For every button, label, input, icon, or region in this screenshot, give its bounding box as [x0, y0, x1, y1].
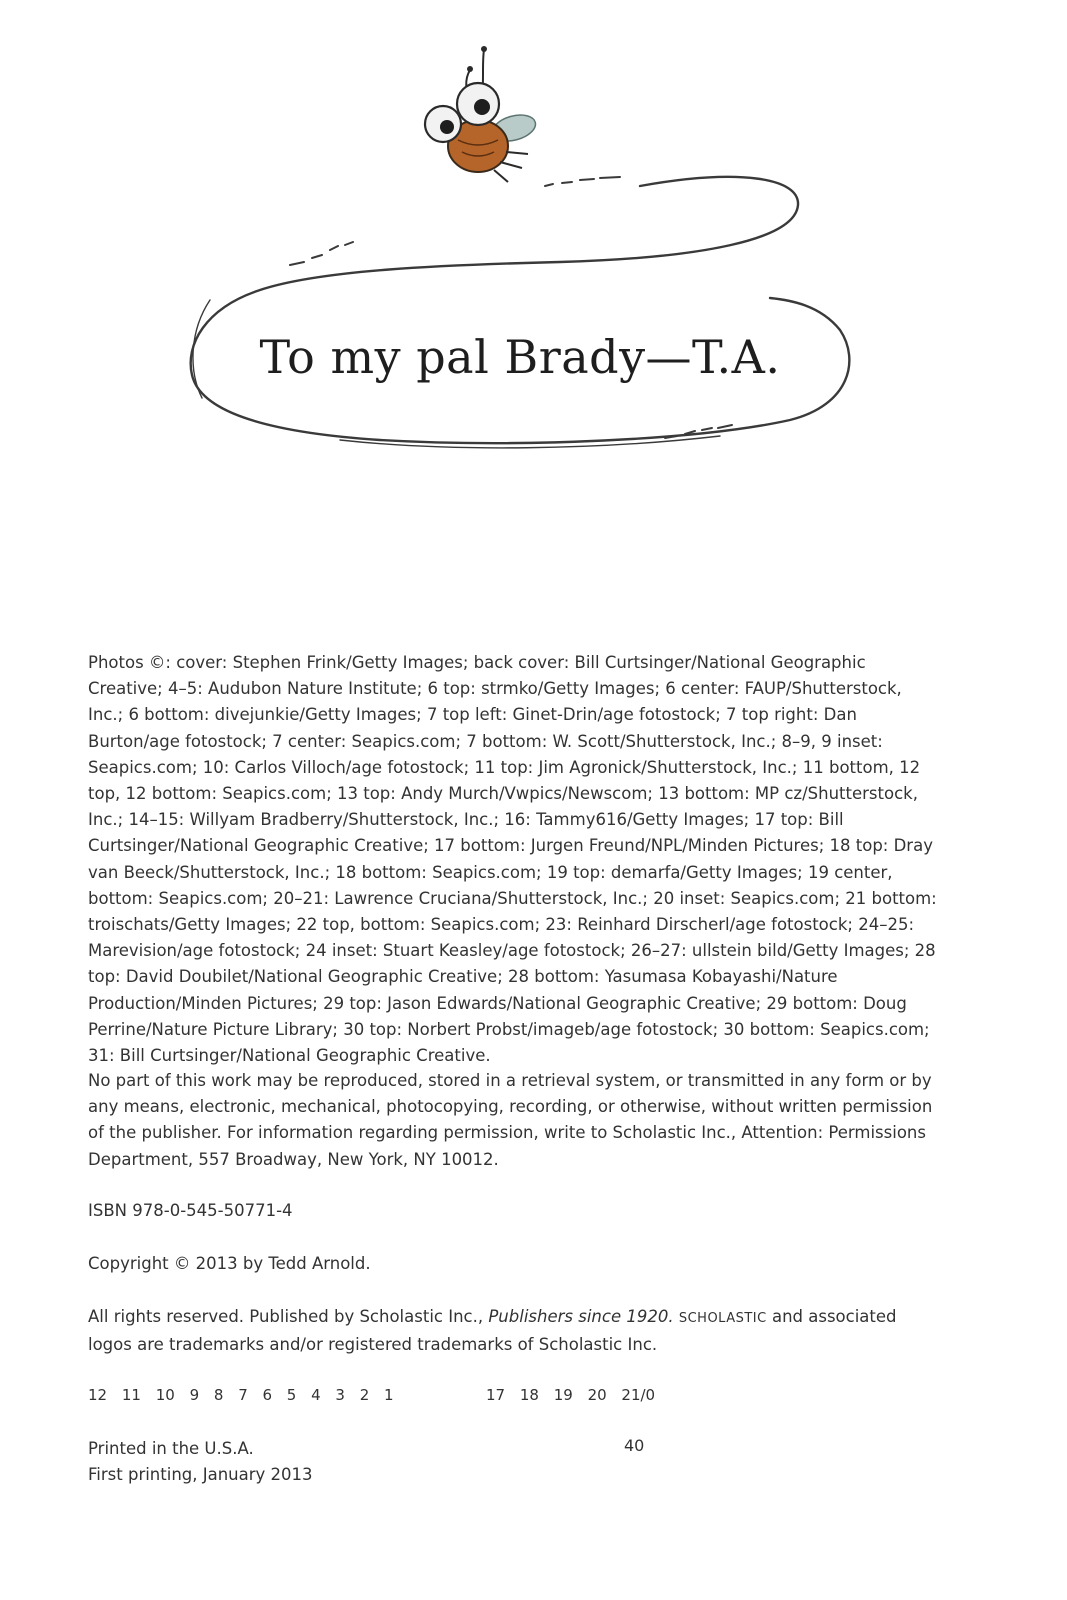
print-year-codes: 17 18 19 20 21/0 — [486, 1386, 656, 1404]
printer-code: 40 — [624, 1436, 645, 1455]
copyright-line: Copyright © 2013 by Tedd Arnold. — [88, 1254, 371, 1273]
scholastic-wordmark: SCHOLASTIC — [678, 1311, 767, 1326]
trademark-text-1: All rights reserved. Published by Scholastic Inc., — [88, 1307, 484, 1326]
publisher-tagline: Publishers since 1920. — [488, 1307, 674, 1326]
trademark-text-2: and associated logos are trademarks and/or registered trademarks of Scholastic Inc. — [88, 1307, 897, 1355]
isbn-line: ISBN 978-0-545-50771-4 — [88, 1201, 293, 1220]
print-run-numbers: 12 11 10 9 8 7 6 5 4 3 2 1 — [88, 1386, 394, 1404]
dedication-text: To my pal Brady—T.A. — [259, 330, 781, 384]
printed-in-line: Printed in the U.S.A. — [88, 1439, 254, 1458]
rights-notice: No part of this work may be reproduced, stored in a retrieval system, or transmitted in any form or by any means, electronic, mechanical, photocopying, recording, or otherwise, without written permission of the publisher. For information regarding permission, write to Scholastic Inc., Attention: Permissions Department, 557 Broadway, New York, NY 10012. — [88, 1071, 933, 1169]
photo-credits: Photos ©: cover: Stephen Frink/Getty Images; back cover: Bill Curtsinger/National Geographic Creative; 4–5: Audubon Nature Institute; 6 top: strmko/Getty Images; 6 center: FAUP/Shutterstock, Inc.; 6 bottom: divejunkie/Getty Images; 7 top left: Ginet-Drin/age fotostock; 7 top right: Dan Burton/age fotostock; 7 center: Seapics.com; 7 bottom: W. Scott/Shutterstock, Inc.; 8–9, 9 inset: Seapics.com; 10: Carlos Villoch/age fotostock; 11 top: Jim Agronick/Shutterstock, Inc.; 11 bottom, 12 top, 12 bottom: Seapics.com; 13 top: Andy Murch/Vwpics/Newscom; 13 bottom: MP cz/Shutterstock, Inc.; 14–15: Willyam Bradberry/Shutterstock, Inc.; 16: Tammy616/Getty Images; 17 top: Bill Curtsinger/National Geographic Creative; 17 bottom: Jurgen Freund/NPL/Minden Pictures; 18 top: Dray van Beeck/Shutterstock, Inc.; 18 bottom: Seapics.com; 19 top: demarfa/Getty Images; 19 center, bottom: Seapics.com; 20–21: Lawrence Cruciana/Shutterstock, Inc.; 20 inset: Seapics.com; 21 bottom: troischats/Getty Images; 22 top, bottom: Seapics.com; 23: Reinhard Dirscherl/age fotostock; 24–25: Marevision/age fotostock; 24 inset: Stuart Keasley/age fotostock; 26–27: ullstein bild/Getty Images; 28 top: David Doubilet/National Geographic Creative; 28 bottom: Yasumasa Kobayashi/Nature Production/Minden Pictures; 29 top: Jason Edwards/National Geographic Creative; 29 bottom: Doug Perrine/Nature Picture Library; 30 top: Norbert Probst/imageb/age fotostock; 30 bottom: Seapics.com; 31: Bill Curtsinger/National Geographic Creative. — [88, 653, 937, 1066]
flight-loop-line — [191, 177, 850, 448]
fly-illustration — [0, 0, 1067, 560]
fly-icon — [425, 46, 538, 182]
trademark-notice — [88, 1304, 938, 1358]
first-printing-line: First printing, January 2013 — [88, 1465, 313, 1484]
